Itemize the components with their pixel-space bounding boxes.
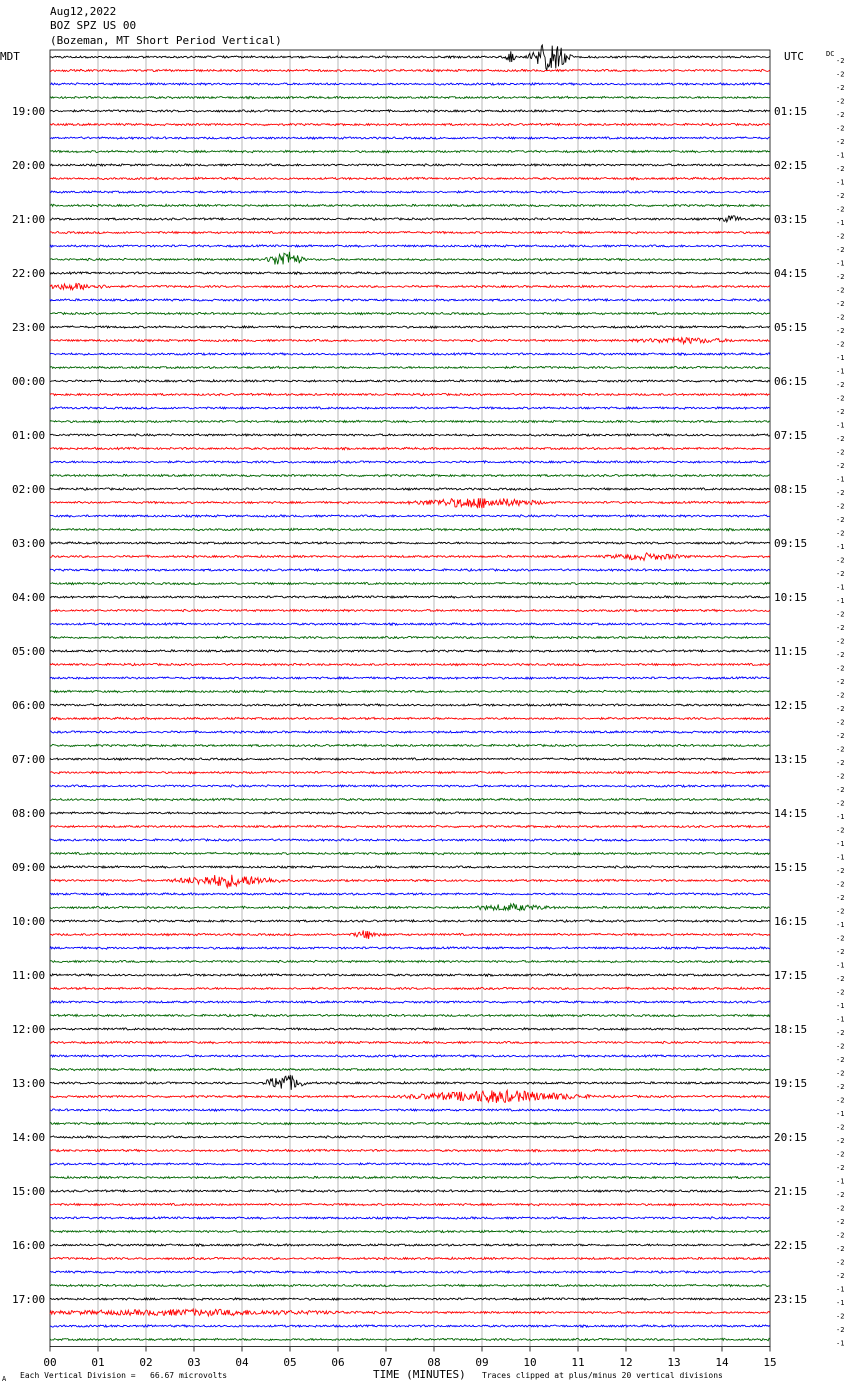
dc-offset-label: -2 — [836, 894, 845, 902]
right-time-label: 12:15 — [774, 699, 808, 712]
dc-offset-label: -1 — [836, 151, 845, 160]
trace-line — [50, 474, 770, 476]
dc-offset-label: -2 — [836, 772, 845, 781]
x-tick-label: 11 — [571, 1356, 585, 1369]
x-tick-label: 13 — [667, 1356, 681, 1369]
trace-line — [50, 825, 770, 827]
x-tick-label: 01 — [91, 1356, 105, 1369]
dc-offset-label: -2 — [836, 1245, 845, 1253]
left-time-label: 23:00 — [12, 321, 46, 334]
trace-line — [50, 420, 770, 422]
trace-line — [50, 245, 770, 247]
trace-line — [50, 69, 770, 71]
trace-line — [50, 1338, 770, 1340]
dc-offset-label: -2 — [836, 1312, 845, 1321]
trace-line — [50, 252, 770, 265]
dc-offset-label: -2 — [836, 556, 845, 565]
dc-offset-label: -2 — [836, 1272, 845, 1280]
trace-line — [50, 812, 770, 814]
dc-offset-label: -1 — [836, 475, 845, 484]
trace-line — [50, 582, 770, 584]
trace-line — [50, 1136, 770, 1138]
trace-line — [50, 1055, 770, 1057]
dc-offset-label: -2 — [836, 1042, 845, 1051]
left-time-label: 22:00 — [12, 267, 46, 280]
dc-offset-label: -2 — [836, 678, 845, 686]
x-tick-label: 10 — [523, 1356, 537, 1369]
trace-line — [50, 434, 770, 436]
left-time-label: 15:00 — [12, 1185, 46, 1198]
right-time-label: 01:15 — [774, 105, 808, 118]
right-time-label: 07:15 — [774, 429, 808, 442]
dc-offset-label: -2 — [836, 624, 845, 632]
dc-offset-label: -2 — [836, 529, 845, 538]
trace-line — [50, 1090, 770, 1103]
dc-offset-label: -2 — [836, 1218, 845, 1226]
dc-offset-label: -2 — [836, 165, 845, 173]
trace-line — [50, 866, 770, 868]
right-time-label: 08:15 — [774, 483, 808, 496]
left-time-label: 10:00 — [12, 915, 46, 928]
left-time-label: 07:00 — [12, 753, 46, 766]
dc-offset-label: -1 — [836, 961, 845, 970]
right-time-label: 20:15 — [774, 1131, 808, 1144]
dc-offset-label: -2 — [836, 489, 845, 497]
dc-offset-label: -2 — [836, 1191, 845, 1199]
dc-offset-label: -2 — [836, 759, 845, 767]
dc-offset-label: -2 — [836, 1029, 845, 1037]
dc-offset-label: -2 — [836, 799, 845, 808]
dc-label: DC — [826, 50, 835, 58]
trace-line — [50, 1149, 770, 1151]
right-time-label: 21:15 — [774, 1185, 808, 1198]
x-tick-label: 09 — [475, 1356, 489, 1369]
dc-offset-label: -2 — [836, 1123, 845, 1132]
trace-line — [50, 447, 770, 449]
trace-line — [50, 852, 770, 854]
dc-offset-label: -2 — [836, 138, 845, 146]
dc-offset-label: -1 — [836, 1110, 845, 1118]
right-time-label: 22:15 — [774, 1239, 808, 1252]
left-time-label: 19:00 — [12, 105, 46, 118]
dc-offset-label: -2 — [836, 205, 845, 214]
dc-offset-label: -2 — [836, 70, 845, 79]
trace-line — [50, 1309, 770, 1316]
x-tick-label: 12 — [619, 1356, 633, 1369]
dc-offset-label: -2 — [836, 934, 845, 943]
clip-text: Traces clipped at plus/minus 20 vertical divisions — [482, 1371, 723, 1380]
dc-offset-label: -2 — [836, 124, 845, 133]
dc-offset-label: -2 — [836, 462, 845, 470]
trace-line — [50, 758, 770, 760]
x-tick-label: 00 — [43, 1356, 57, 1369]
x-tick-label: 07 — [379, 1356, 393, 1369]
dc-offset-label: -1 — [836, 1015, 845, 1024]
dc-offset-label: -1 — [836, 1339, 845, 1348]
trace-line — [50, 785, 770, 787]
trace-line — [50, 137, 770, 139]
trace-line — [50, 987, 770, 989]
left-time-label: 03:00 — [12, 537, 46, 550]
header-description: (Bozeman, MT Short Period Vertical) — [50, 34, 282, 47]
trace-line — [50, 771, 770, 773]
dc-offset-label: -2 — [836, 691, 845, 700]
dc-offset-label: -2 — [836, 435, 845, 443]
trace-line — [50, 875, 770, 888]
right-time-label: 18:15 — [774, 1023, 808, 1036]
left-time-label: 08:00 — [12, 807, 46, 820]
left-time-label: 09:00 — [12, 861, 46, 874]
dc-offset-label: -2 — [836, 745, 845, 754]
left-time-label: 11:00 — [12, 969, 46, 982]
x-tick-label: 15 — [763, 1356, 777, 1369]
trace-line — [50, 216, 770, 222]
trace-line — [50, 731, 770, 733]
trace-line — [50, 1190, 770, 1192]
trace-line — [50, 1176, 770, 1178]
trace-line — [50, 204, 770, 206]
dc-offset-label: -2 — [836, 610, 845, 619]
dc-offset-label: -2 — [836, 327, 845, 335]
left-time-label: 17:00 — [12, 1293, 46, 1306]
dc-offset-label: -2 — [836, 948, 845, 956]
right-time-label: 05:15 — [774, 321, 808, 334]
trace-line — [50, 1325, 770, 1327]
dc-offset-label: -1 — [836, 853, 845, 862]
trace-line — [50, 366, 770, 368]
trace-line — [50, 83, 770, 85]
dc-offset-label: -2 — [836, 786, 845, 794]
dc-offset-label: -1 — [836, 354, 845, 362]
trace-line — [50, 312, 770, 314]
trace-line — [50, 283, 770, 290]
trace-line — [50, 553, 770, 561]
trace-line — [50, 177, 770, 179]
trace-line — [50, 1001, 770, 1003]
dc-offset-label: -2 — [836, 111, 845, 119]
trace-line — [50, 636, 770, 638]
dc-offset-label: -2 — [836, 651, 845, 659]
trace-line — [50, 1298, 770, 1300]
trace-line — [50, 380, 770, 382]
left-time-label: 21:00 — [12, 213, 46, 226]
right-time-label: 10:15 — [774, 591, 808, 604]
dc-offset-label: -2 — [836, 232, 845, 241]
trace-line — [50, 488, 770, 490]
trace-line — [50, 663, 770, 665]
trace-line — [50, 1244, 770, 1246]
trace-line — [50, 45, 770, 70]
dc-offset-label: -2 — [836, 705, 845, 713]
dc-offset-label: -2 — [836, 448, 845, 457]
left-time-label: 20:00 — [12, 159, 46, 172]
left-time-label: 16:00 — [12, 1239, 46, 1252]
trace-line — [50, 690, 770, 692]
right-time-label: 11:15 — [774, 645, 808, 658]
trace-line — [50, 717, 770, 719]
x-tick-label: 05 — [283, 1356, 297, 1369]
dc-offset-label: -2 — [836, 975, 845, 983]
trace-line — [50, 461, 770, 463]
right-time-label: 13:15 — [774, 753, 808, 766]
dc-offset-label: -2 — [836, 246, 845, 254]
right-time-label: 06:15 — [774, 375, 808, 388]
trace-line — [50, 96, 770, 98]
dc-offset-label: -1 — [836, 1285, 845, 1294]
dc-offset-label: -1 — [836, 1002, 845, 1010]
right-time-label: 04:15 — [774, 267, 808, 280]
dc-offset-label: -2 — [836, 732, 845, 740]
left-time-label: 04:00 — [12, 591, 46, 604]
trace-line — [50, 960, 770, 962]
x-axis-label: TIME (MINUTES) — [373, 1368, 466, 1381]
dc-offset-label: -2 — [836, 1204, 845, 1213]
left-time-label: 01:00 — [12, 429, 46, 442]
dc-offset-label: -2 — [836, 84, 845, 92]
dc-offset-label: -1 — [836, 367, 845, 376]
trace-line — [50, 272, 770, 274]
trace-line — [50, 893, 770, 895]
trace-line — [50, 920, 770, 922]
dc-offset-label: -1 — [836, 178, 845, 187]
dc-offset-label: -2 — [836, 273, 845, 281]
dc-offset-label: -2 — [836, 988, 845, 997]
dc-offset-label: -2 — [836, 1150, 845, 1159]
x-tick-label: 04 — [235, 1356, 249, 1369]
x-tick-label: 14 — [715, 1356, 729, 1369]
dc-offset-label: -2 — [836, 381, 845, 389]
dc-offset-label: -2 — [836, 192, 845, 200]
dc-offset-label: -1 — [836, 597, 845, 605]
trace-line — [50, 164, 770, 166]
trace-line — [50, 596, 770, 598]
left-zone-label: MDT — [0, 50, 20, 63]
trace-line — [50, 1122, 770, 1124]
trace-line — [50, 904, 770, 911]
trace-line — [50, 974, 770, 976]
trace-line — [50, 123, 770, 125]
trace-line — [50, 542, 770, 544]
left-time-label: 00:00 — [12, 375, 46, 388]
dc-offset-label: -2 — [836, 1056, 845, 1064]
trace-line — [50, 150, 770, 152]
left-time-label: 05:00 — [12, 645, 46, 658]
trace-line — [50, 191, 770, 193]
trace-line — [50, 299, 770, 301]
trace-line — [50, 677, 770, 679]
dc-offset-label: -1 — [836, 259, 845, 268]
right-time-label: 09:15 — [774, 537, 808, 550]
dc-offset-label: -1 — [836, 219, 845, 227]
header-date: Aug12,2022 — [50, 5, 117, 18]
trace-line — [50, 1041, 770, 1043]
dc-offset-label: -2 — [836, 718, 845, 727]
dc-offset-label: -1 — [836, 840, 845, 848]
dc-offset-label: -1 — [836, 583, 845, 592]
trace-line — [50, 569, 770, 571]
trace-line — [50, 623, 770, 625]
x-tick-label: 08 — [427, 1356, 441, 1369]
trace-line — [50, 947, 770, 949]
trace-line — [50, 393, 770, 395]
left-time-label: 02:00 — [12, 483, 46, 496]
left-time-label: 12:00 — [12, 1023, 46, 1036]
dc-offset-label: -2 — [836, 57, 845, 65]
right-time-label: 17:15 — [774, 969, 808, 982]
right-time-label: 23:15 — [774, 1293, 808, 1306]
trace-line — [50, 930, 770, 939]
trace-line — [50, 528, 770, 530]
left-time-label: 14:00 — [12, 1131, 46, 1144]
right-time-label: 14:15 — [774, 807, 808, 820]
dc-offset-label: -2 — [836, 570, 845, 578]
right-zone-label: UTC — [784, 50, 804, 63]
trace-line — [50, 1068, 770, 1070]
trace-line — [50, 1109, 770, 1111]
trace-line — [50, 338, 770, 344]
dc-offset-label: -2 — [836, 516, 845, 524]
dc-offset-label: -2 — [836, 1326, 845, 1334]
dc-offset-label: -1 — [836, 543, 845, 551]
trace-line — [50, 353, 770, 355]
trace-line — [50, 704, 770, 706]
trace-line — [50, 1028, 770, 1030]
dc-offset-label: -2 — [836, 97, 845, 106]
dc-offset-label: -2 — [836, 1137, 845, 1145]
right-time-label: 19:15 — [774, 1077, 808, 1090]
dc-offset-label: -2 — [836, 1069, 845, 1078]
trace-line — [50, 1075, 770, 1090]
right-time-label: 16:15 — [774, 915, 808, 928]
scale-text: Each Vertical Division = 66.67 microvolts — [20, 1371, 228, 1380]
dc-offset-label: -1 — [836, 1299, 845, 1307]
x-tick-label: 02 — [139, 1356, 153, 1369]
trace-line — [50, 1014, 770, 1016]
dc-offset-label: -1 — [836, 813, 845, 821]
trace-line — [50, 798, 770, 800]
dc-offset-label: -2 — [836, 880, 845, 889]
trace-line — [50, 1163, 770, 1165]
dc-offset-label: -2 — [836, 502, 845, 511]
dc-offset-label: -2 — [836, 637, 845, 646]
dc-offset-label: -2 — [836, 826, 845, 835]
trace-line — [50, 231, 770, 233]
left-time-label: 06:00 — [12, 699, 46, 712]
right-time-label: 15:15 — [774, 861, 808, 874]
dc-offset-label: -2 — [836, 1096, 845, 1105]
x-tick-label: 06 — [331, 1356, 345, 1369]
dc-offset-label: -2 — [836, 907, 845, 916]
trace-line — [50, 498, 770, 508]
dc-offset-label: -2 — [836, 300, 845, 308]
trace-line — [50, 744, 770, 746]
trace-line — [50, 609, 770, 611]
dc-offset-label: -2 — [836, 1231, 845, 1240]
dc-offset-label: -1 — [836, 421, 845, 430]
trace-line — [50, 110, 770, 112]
trace-line — [50, 1271, 770, 1273]
trace-line — [50, 1284, 770, 1286]
trace-line — [50, 515, 770, 517]
dc-offset-label: -2 — [836, 867, 845, 875]
dc-offset-label: -1 — [836, 921, 845, 929]
dc-offset-label: -2 — [836, 394, 845, 403]
dc-offset-label: -2 — [836, 1164, 845, 1172]
left-time-label: 13:00 — [12, 1077, 46, 1090]
header-station: BOZ SPZ US 00 — [50, 19, 137, 32]
trace-line — [50, 650, 770, 652]
dc-offset-label: -2 — [836, 340, 845, 349]
dc-offset-label: -1 — [836, 1177, 845, 1186]
dc-offset-label: -2 — [836, 664, 845, 673]
trace-line — [50, 839, 770, 841]
dc-offset-label: -2 — [836, 408, 845, 416]
trace-line — [50, 1230, 770, 1232]
plot-frame — [50, 50, 770, 1347]
dc-offset-label: -2 — [836, 313, 845, 322]
right-time-label: 03:15 — [774, 213, 808, 226]
trace-line — [50, 1217, 770, 1219]
dc-offset-label: -2 — [836, 286, 845, 295]
corner-mark: A — [2, 1375, 7, 1383]
dc-offset-label: -2 — [836, 1258, 845, 1267]
trace-line — [50, 1203, 770, 1205]
dc-offset-label: -2 — [836, 1083, 845, 1091]
trace-line — [50, 407, 770, 409]
x-tick-label: 03 — [187, 1356, 201, 1369]
right-time-label: 02:15 — [774, 159, 808, 172]
trace-line — [50, 326, 770, 328]
trace-line — [50, 1257, 770, 1259]
